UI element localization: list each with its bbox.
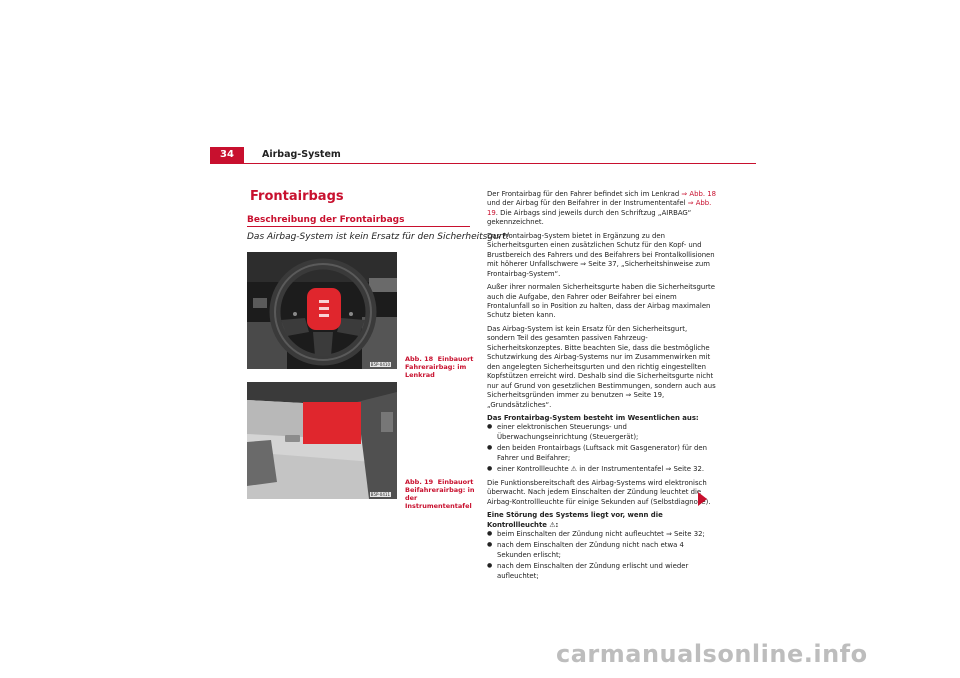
- header-rule: [210, 163, 756, 164]
- paragraph: Das Frontairbag-System bietet in Ergänzung zu den Sicherheitsgurten einen zusätzlichen Schutz für den Kopf- und Brustbereich des Fahrers und des Beifahrers bei Frontalkollisionen mit höherer Unfallschwere ⇒ Seite 37, „Sicherheitshinweise zum Frontairbag-System“.: [487, 231, 715, 278]
- paragraph: Das Airbag-System ist kein Ersatz für den Sicherheitsgurt, sondern Teil des gesamten passiven Fahrzeug-Sicherheitskonzeptes. Bitte beachten Sie, dass die bestmögliche Schutzwirkung des Airbag-Systems nur im Zusammenwirken mit den angelegten Sicherheitsgurten und den richtig eingestellten Kopfstützen erreicht wird. Deshalb sind die Sicherheitsgurte nicht nur auf Grund von gesetzlichen Bestimmungen, sondern auch aus Sicherheitsgründen immer zu benutzen ⇒ Seite 19, „Grundsätzliches“.: [487, 324, 716, 409]
- dashboard-illustration: [247, 382, 397, 499]
- figure-caption: Abb. 19 Einbauort Beifahrerairbag: in der Instrumententafel: [405, 478, 475, 511]
- figure-steering-wheel: [247, 252, 397, 369]
- figure-reference-link[interactable]: ⇒ Abb. 18: [681, 190, 716, 198]
- list-heading: Das Frontairbag-System besteht im Wesentlichen aus:: [487, 413, 699, 422]
- list-item: ● nach dem Einschalten der Zündung erlischt und wieder aufleuchtet;: [487, 562, 717, 581]
- page-number: 34: [210, 147, 244, 163]
- airbag-warning-lamp-icon: ⚠: [570, 465, 577, 474]
- sub-title-rule: [247, 226, 470, 227]
- chapter-title: Airbag-System: [262, 149, 341, 160]
- figure-reference-link[interactable]: ⇒ Abb. 19: [487, 199, 712, 217]
- lead-text: Das Airbag-System ist kein Ersatz für den Sicherheitsgurt!: [247, 232, 510, 242]
- paragraph: Der Frontairbag für den Fahrer befindet sich im Lenkrad ⇒ Abb. 18 und der Airbag für den Beifahrer in der Instrumententafel ⇒ Abb. 19. Die Airbags sind jeweils durch den Schriftzug „AIRBAG“ gekennzeichnet.: [487, 190, 716, 227]
- list-item: ● nach dem Einschalten der Zündung nicht nach etwa 4 Sekunden erlischt;: [487, 541, 717, 560]
- figure-passenger-airbag: [247, 382, 397, 499]
- watermark: carmanualsonline.info: [556, 640, 868, 668]
- fault-list: [487, 530, 717, 581]
- list-heading: Eine Störung des Systems liegt vor, wenn die Kontrollleuchte ⚠:: [487, 511, 663, 529]
- section-title: Frontairbags: [250, 189, 344, 204]
- figure-code: B5P-0410: [370, 362, 390, 367]
- steering-wheel-illustration: [247, 252, 397, 369]
- figure-caption: Abb. 18 Einbauort Fahrerairbag: im Lenkrad: [405, 355, 474, 380]
- list-item: ● einer Kontrollleuchte ⚠ in der Instrumententafel ⇒ Seite 32.: [487, 465, 717, 474]
- list-item: ● einer elektronischen Steuerungs- und Überwachungseinrichtung (Steuergerät);: [487, 423, 717, 442]
- sub-title: Beschreibung der Frontairbags: [247, 215, 405, 225]
- component-list: [487, 423, 717, 474]
- paragraph: Außer ihrer normalen Sicherheitsgurte haben die Sicherheitsgurte auch die Aufgabe, den Fahrer oder Beifahrer bei einem Frontalunfall so in Position zu halten, dass der Airbag maximalen Schutz bieten kann.: [487, 283, 715, 320]
- figure-code: B5P-0411: [370, 492, 390, 497]
- passenger-airbag-highlight: [303, 402, 361, 444]
- next-page-arrow-icon[interactable]: [698, 492, 707, 506]
- list-item: ● den beiden Frontairbags (Luftsack mit Gasgenerator) für den Fahrer und Beifahrer;: [487, 444, 717, 463]
- paragraph: Die Funktionsbereitschaft des Airbag-Systems wird elektronisch überwacht. Nach jedem Einschalten der Zündung leuchtet die Airbag-Kontrollleuchte für einige Sekunden auf (Selbstdiagnose).: [487, 478, 711, 506]
- airbag-warning-lamp-icon: ⚠: [549, 520, 556, 529]
- body-text: [487, 190, 717, 585]
- list-item: ● beim Einschalten der Zündung nicht aufleuchtet ⇒ Seite 32;: [487, 530, 717, 539]
